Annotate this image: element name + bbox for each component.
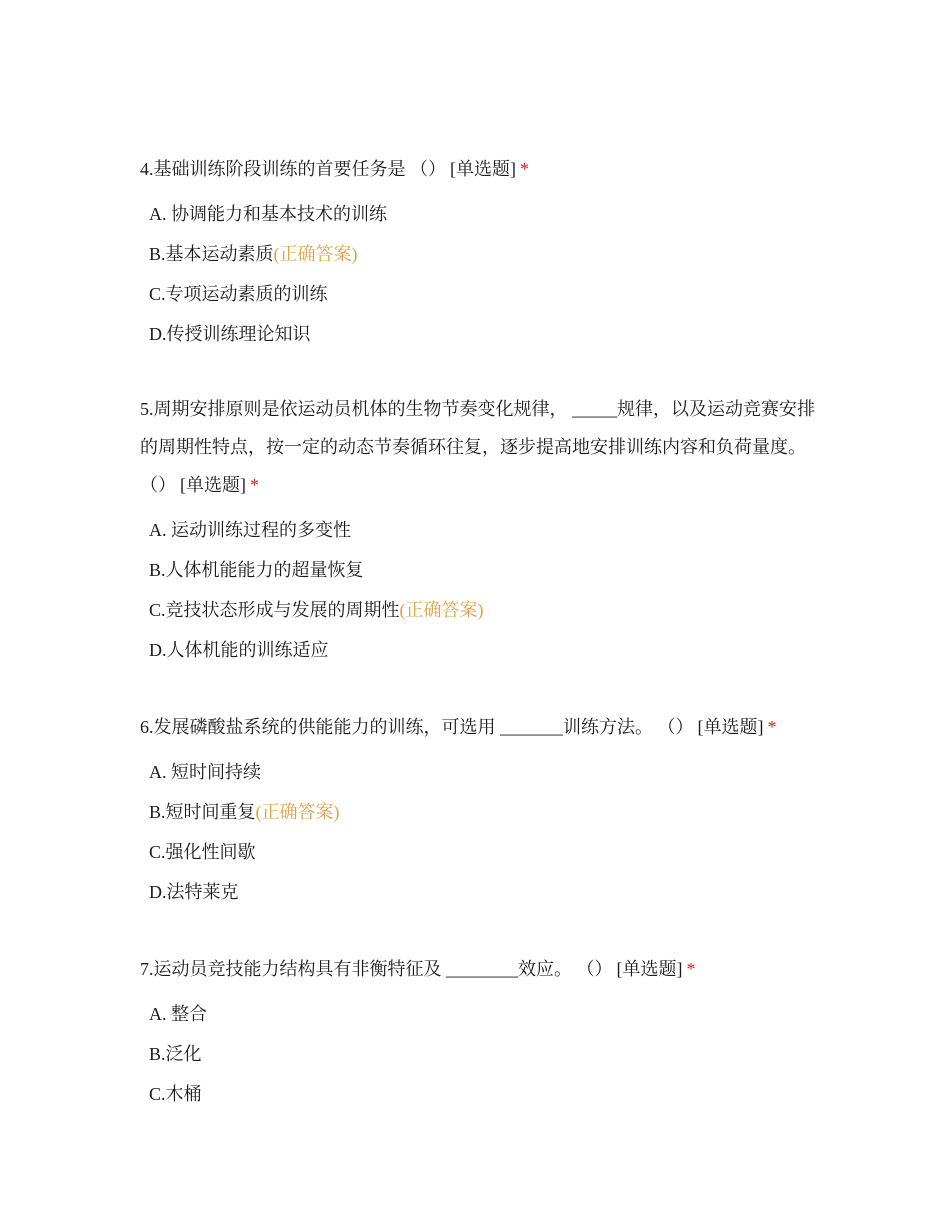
option-b[interactable] [149,234,820,274]
option-a[interactable] [149,752,820,792]
option-label: D.人体机能的训练适应 [149,640,329,660]
question-type: [单选题] [180,475,246,495]
option-c[interactable] [149,832,820,872]
option-c[interactable] [149,274,820,314]
option-a[interactable] [149,994,820,1034]
question-text: 4.基础训练阶段训练的首要任务是 （） [140,159,446,179]
question-4 [140,150,820,354]
options-list [140,752,820,912]
question-stem [140,150,820,188]
options-list [140,194,820,354]
option-label: C.木桶 [149,1084,202,1104]
question-stem [140,950,820,988]
option-b[interactable] [149,792,820,832]
question-type: [单选题] [616,959,683,979]
option-label: A. 协调能力和基本技术的训练 [149,204,387,224]
question-text: 7.运动员竞技能力结构具有非衡特征及 ________效应。 （） [140,959,613,979]
options-list [140,994,820,1114]
option-c[interactable] [149,1074,820,1114]
option-label: A. 短时间持续 [149,762,261,782]
option-label: D.法特莱克 [149,882,239,902]
option-label: C.竞技状态形成与发展的周期性 [149,600,400,620]
option-label: B.基本运动素质 [149,244,274,264]
option-label: B.人体机能能力的超量恢复 [149,560,364,580]
question-text: 6.发展磷酸盐系统的供能能力的训练，可选用 _______训练方法。 （） [140,717,694,737]
question-type: [单选题] [697,717,764,737]
option-label: A. 整合 [149,1004,207,1024]
required-mark: * [686,959,696,979]
options-list [140,510,820,670]
option-a[interactable] [149,510,820,550]
question-text: 5.周期安排原则是依运动员机体的生物节奏变化规律， _____规律，以及运动竞赛安排的周期性特点，按一定的动态节奏循环往复，逐步提高地安排训练内容和负荷量度。 （） [140,399,815,495]
option-label: C.强化性间歇 [149,842,256,862]
required-mark: * [520,159,529,179]
question-7 [140,950,820,1114]
option-d[interactable] [149,872,820,912]
option-b[interactable] [149,1034,820,1074]
correct-answer-tag: (正确答案) [255,802,340,822]
option-b[interactable] [149,550,820,590]
option-d[interactable] [149,314,820,354]
option-c[interactable] [149,590,820,630]
option-label: A. 运动训练过程的多变性 [149,520,351,540]
option-a[interactable] [149,194,820,234]
question-type: [单选题] [450,159,516,179]
option-label: B.短时间重复 [149,802,256,822]
option-d[interactable] [149,630,820,670]
question-5 [140,390,820,670]
question-stem [140,708,820,746]
correct-answer-tag: (正确答案) [399,600,484,620]
required-mark: * [767,717,777,737]
required-mark: * [250,475,259,495]
correct-answer-tag: (正确答案) [273,244,358,264]
option-label: D.传授训练理论知识 [149,324,311,344]
option-label: B.泛化 [149,1044,202,1064]
option-label: C.专项运动素质的训练 [149,284,328,304]
question-stem [140,390,820,504]
question-6 [140,708,820,912]
